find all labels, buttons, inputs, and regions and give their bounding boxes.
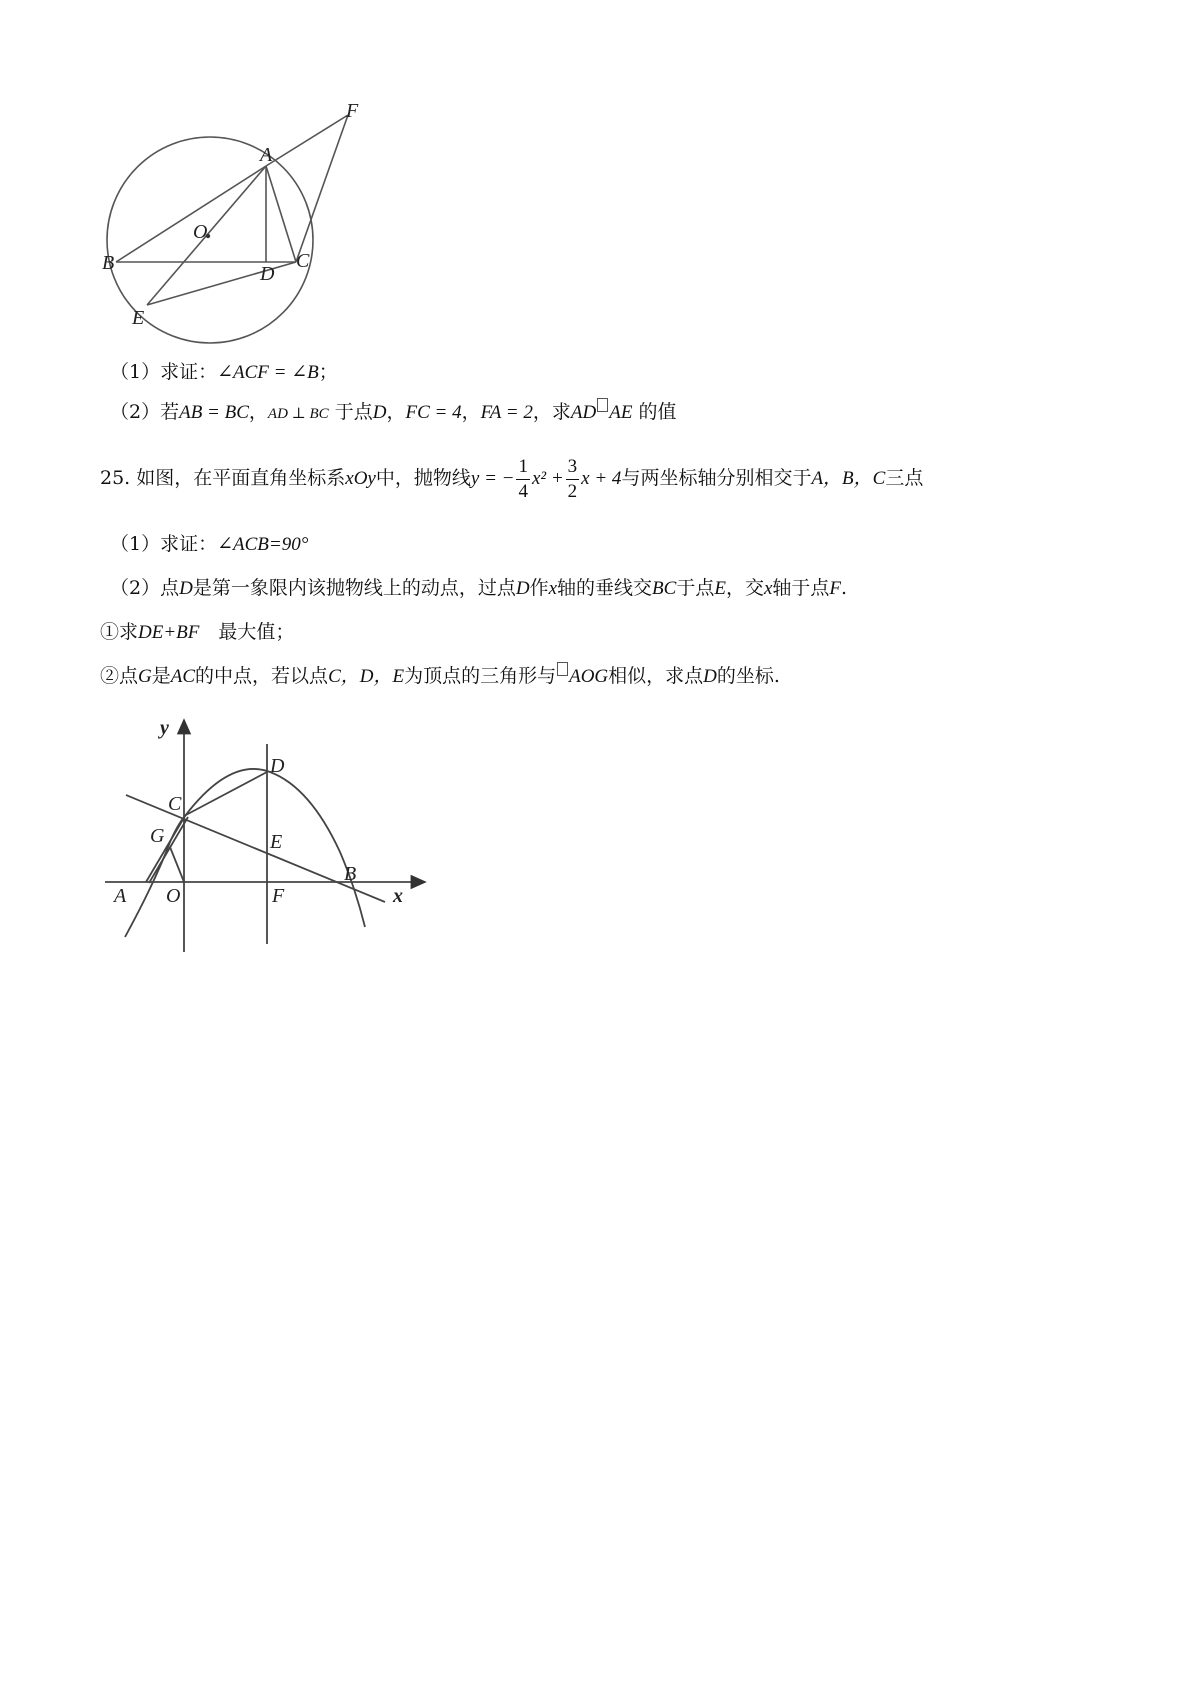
label-e: E: [270, 831, 283, 853]
q25-p2-h: 轴于点: [772, 577, 830, 599]
q25-p2-d2: D: [515, 578, 530, 599]
circle-geometry-figure: [90, 95, 390, 360]
label-o: O: [193, 221, 208, 243]
segment-af: [266, 115, 348, 166]
q25-p2-c: 作: [529, 577, 549, 599]
fraction-one-quarter: [516, 455, 530, 504]
label-d: D: [270, 755, 285, 777]
q24-tail1: ，求: [532, 401, 571, 423]
segment-cd: [184, 772, 267, 816]
frac1-num: 1: [516, 455, 530, 480]
q24-sep2: ，: [386, 401, 406, 423]
q25-p2-e: 轴的垂线交: [557, 577, 653, 599]
label-a: A: [114, 885, 127, 907]
q25-intro: [100, 452, 923, 505]
q24-d: D: [372, 402, 387, 423]
q24-fa: FA = 2: [480, 402, 533, 423]
q25-s2-a: ②点: [100, 665, 139, 687]
q24-ad: AD: [570, 402, 597, 423]
triangle-placeholder-box: [557, 662, 568, 676]
frac2-num: 3: [566, 455, 580, 480]
q25-p2-f: 于点: [676, 577, 715, 599]
q25-p2-g: ，交: [725, 577, 764, 599]
q24-sep1: ，: [248, 401, 268, 423]
parabola-figure: [100, 712, 440, 962]
q25-intro1: 如图，在平面直角坐标系: [136, 467, 346, 489]
frac2-den: 2: [567, 480, 578, 502]
parabola-curve: [125, 769, 365, 937]
segment-og: [170, 847, 184, 882]
q24-part2: [110, 398, 677, 428]
q25-xoy: xOy: [345, 468, 376, 489]
q25-intro2: 中，抛物线: [375, 467, 471, 489]
q25-p2-end: .: [841, 577, 848, 599]
q25-s2-ac: AC: [170, 666, 196, 687]
q25-eq-tail: x + 4: [581, 468, 622, 489]
q24-part1-prefix: （1）求证：: [110, 361, 218, 383]
q25-p2-b: 是第一象限内该抛物线上的动点，过点: [192, 577, 516, 599]
q25-s1-a: ①求: [100, 621, 139, 643]
label-x: x: [393, 885, 403, 907]
label-c: C: [296, 250, 310, 272]
q25-s2-b: 是: [151, 665, 171, 687]
q25-eq-x2: x² +: [531, 468, 564, 489]
frac1-den: 4: [518, 480, 528, 502]
q25-s1-b: 最大值；: [199, 621, 295, 643]
label-f: F: [272, 885, 285, 907]
q25-p2-E: E: [714, 578, 726, 599]
q25-p2-F: F: [829, 578, 842, 599]
segment-ab: [116, 166, 266, 262]
label-o: O: [166, 885, 181, 907]
q25-s2-f: 的坐标.: [716, 665, 780, 687]
label-y: y: [160, 717, 169, 739]
label-b: B: [344, 863, 357, 885]
q25-s1-math: DE+BF: [138, 622, 200, 643]
q25-p2-a: （2）点: [110, 577, 180, 599]
placeholder-box: [597, 398, 608, 412]
segment-cf: [296, 115, 348, 262]
q24-part1-math: ∠ACF = ∠B: [217, 362, 319, 383]
q25-s2-g: G: [138, 666, 152, 687]
q24-sep3: ，: [461, 401, 481, 423]
q24-part2-prefix: （2）若: [110, 401, 180, 423]
q25-number: 25.: [100, 467, 137, 489]
label-b: B: [102, 252, 115, 274]
q25-s2-e: 相似，求点: [608, 665, 704, 687]
label-a: A: [260, 144, 273, 166]
q24-ad-perp: AD ⊥ BC: [267, 406, 329, 422]
q25-pts: A，B，C: [811, 468, 886, 489]
q25-eq-y: y = −: [470, 468, 515, 489]
q25-p2-x: x: [548, 578, 558, 599]
q25-part1-math: ∠ACB=90°: [217, 534, 309, 555]
q25-s2-aog: AOG: [569, 666, 609, 687]
q25-intro4: 三点: [885, 467, 924, 489]
q25-s2-cde: C，D，E: [328, 666, 405, 687]
q24-mid: 于点: [334, 401, 373, 423]
q24-part1-suffix: ；: [318, 361, 338, 383]
q24-fc: FC = 4: [405, 402, 462, 423]
q24-tail2: 的值: [638, 401, 677, 423]
q24-ae: AE: [609, 402, 633, 423]
q24-ab: AB = BC: [179, 402, 249, 423]
q25-part1-prefix: （1）求证：: [110, 533, 218, 555]
q25-p2-d: D: [179, 578, 193, 599]
q25-p2-bc: BC: [652, 578, 677, 599]
q25-part2: [110, 574, 847, 603]
segment-ac: [266, 166, 296, 262]
label-d: D: [260, 263, 275, 285]
q25-s2-c: 的中点，若以点: [195, 665, 329, 687]
q25-s2-D: D: [703, 666, 717, 687]
q25-part1: [110, 530, 308, 559]
label-f: F: [346, 100, 359, 122]
q25-sub2: [100, 662, 780, 691]
fraction-three-halves: [566, 455, 580, 504]
q24-part1: [110, 358, 338, 387]
q25-sub1: [100, 618, 294, 647]
q25-intro3: 与两坐标轴分别相交于: [621, 467, 812, 489]
label-e: E: [132, 307, 145, 329]
label-g: G: [150, 825, 165, 847]
q25-p2-x2: x: [763, 578, 773, 599]
q25-s2-d: 为顶点的三角形与: [404, 665, 557, 687]
label-c: C: [168, 793, 182, 815]
